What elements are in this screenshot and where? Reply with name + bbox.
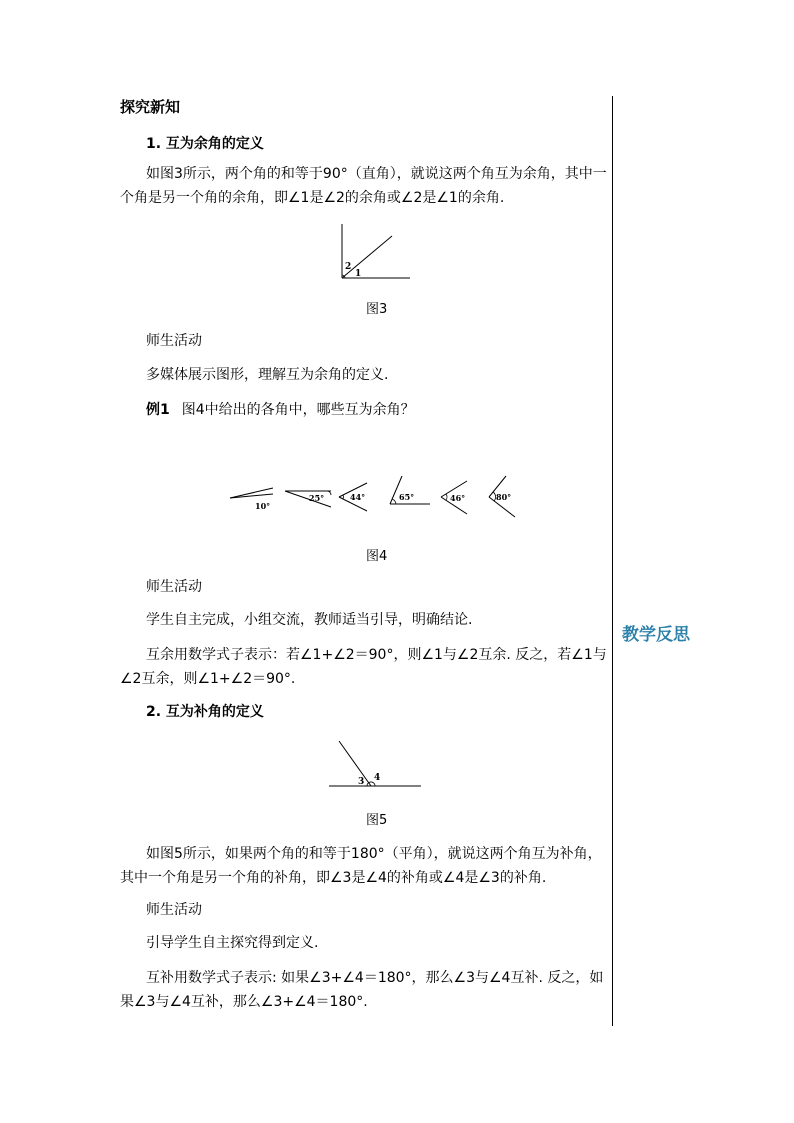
figure-4-caption: 图4 <box>366 549 388 564</box>
heading-complementary: 1. 互为余角的定义 <box>146 136 264 152</box>
angle-10 <box>230 488 273 511</box>
figure-5-caption: 图5 <box>366 813 388 828</box>
heading-supplementary: 2. 互为补角的定义 <box>146 704 264 720</box>
fig3-label-1: 1 <box>355 269 362 279</box>
activity-2-text: 学生自主完成，小组交流，教师适当引导，明确结论. <box>146 612 473 628</box>
teaching-reflection-label: 教学反思 <box>622 625 690 645</box>
example-question: 图4中给出的各角中，哪些互为余角？ <box>181 402 415 418</box>
angle-44-label: 44° <box>350 492 366 502</box>
teacher-student-activity-3: 师生活动 <box>146 902 202 918</box>
angle-25 <box>285 491 331 507</box>
angle-80 <box>489 476 515 517</box>
fig5-label-3: 3 <box>358 777 365 787</box>
angle-65-label: 65° <box>399 492 415 502</box>
activity-3-text: 引导学生自主探究得到定义. <box>146 935 319 951</box>
angle-65 <box>390 476 430 504</box>
paragraph-supplementary-definition: 如图5所示，如果两个角的和等于180°（平角），就说这两个角互为补角，其中一个角是另一个角的补角，即∠3是∠4的补角或∠4是∠3的补角. <box>120 846 602 886</box>
figure-3 <box>330 220 420 284</box>
angle-46 <box>441 481 467 514</box>
section-title: 探究新知 <box>120 98 181 116</box>
figure-4 <box>225 470 525 526</box>
teacher-student-activity-2: 师生活动 <box>146 579 202 595</box>
example-label: 例1 <box>146 402 170 418</box>
figure-3-caption: 图3 <box>366 302 388 317</box>
angle-46-label: 46° <box>450 493 466 503</box>
angle-80-label: 80° <box>496 492 512 502</box>
angle-10-label: 10° <box>255 501 271 511</box>
fig5-label-4: 4 <box>374 773 381 783</box>
complementary-math-expression: 互余用数学式子表示：若∠1+∠2＝90°，则∠1与∠2互余. 反之，若∠1与∠2互余，则∠1+∠2＝90°. <box>120 647 607 687</box>
supplementary-math-expression: 互补用数学式子表示: 如果∠3+∠4＝180°，那么∠3与∠4互补. 反之，如果∠3与∠4互补，那么∠3+∠4＝180°. <box>120 970 604 1010</box>
activity-1-text: 多媒体展示图形，理解互为余角的定义. <box>146 367 389 383</box>
figure-5 <box>325 735 425 791</box>
example-1 <box>146 398 415 422</box>
angle-44 <box>339 483 367 511</box>
fig3-label-2: 2 <box>345 262 352 272</box>
angle-25-label: 25° <box>309 493 325 503</box>
paragraph-complementary-definition: 如图3所示，两个角的和等于90°（直角），就说这两个角互为余角，其中一个角是另一个角的余角，即∠1是∠2的余角或∠2是∠1的余角. <box>120 166 607 206</box>
teacher-student-activity-1: 师生活动 <box>146 333 202 349</box>
column-divider <box>612 96 613 1026</box>
